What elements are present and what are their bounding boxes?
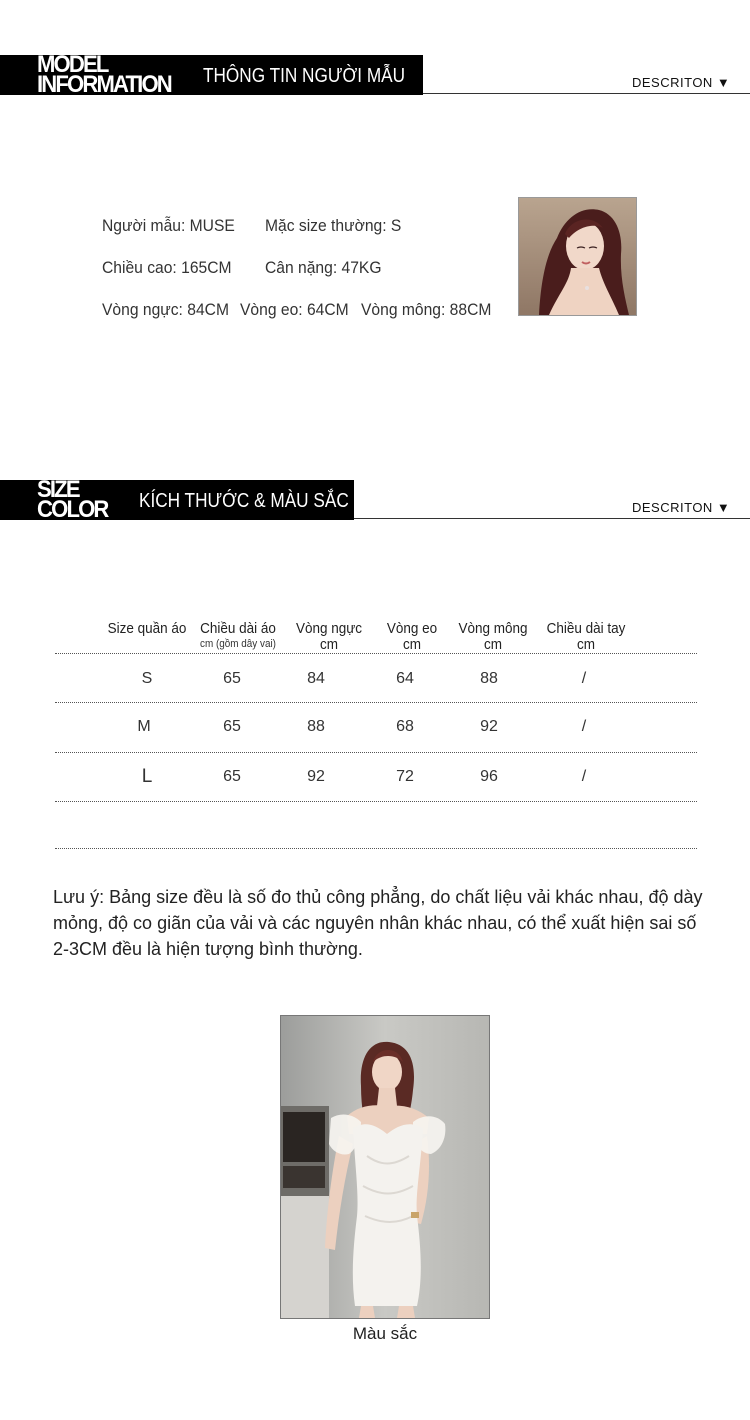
table-cell-size: S [141, 670, 153, 687]
model-height: Chiều cao: 165CM [102, 258, 232, 277]
size-descr-dropdown[interactable]: DESCRITON ▼ [632, 500, 731, 515]
model-hips: Vòng mông: 88CM [361, 300, 492, 319]
table-header-bust: Vòng ngực [295, 620, 363, 637]
table-header-length-unit: cm (gồm dây vai) [200, 638, 276, 650]
table-cell-length: 65 [223, 670, 241, 687]
size-header-subtitle: KÍCH THƯỚC & MÀU SẮC [139, 490, 349, 512]
table-divider [55, 702, 697, 703]
table-cell-hips: 96 [480, 768, 498, 785]
size-header-title-line1: SIZE [37, 476, 79, 503]
model-header-rule [423, 93, 750, 94]
table-cell-waist: 64 [396, 670, 414, 687]
model-header-title-line2: INFORMATION [37, 71, 171, 98]
table-cell-hips: 88 [480, 670, 498, 687]
model-descr-dropdown[interactable]: DESCRITON ▼ [632, 75, 731, 90]
model-usual-size: Mặc size thường: S [265, 216, 402, 235]
size-header-rule [354, 518, 750, 519]
model-header-subtitle: THÔNG TIN NGƯỜI MẪU [203, 65, 406, 87]
table-cell-bust: 84 [307, 670, 325, 687]
table-header-sleeve: Chiều dài tay [546, 620, 626, 637]
table-header-hips-unit: cm [484, 636, 502, 653]
table-header-bust-unit: cm [320, 636, 338, 653]
table-header-hips: Vòng mông [458, 620, 528, 637]
model-waist: Vòng eo: 64CM [240, 300, 349, 319]
table-cell-length: 65 [223, 718, 241, 735]
table-cell-bust: 92 [307, 768, 325, 785]
table-divider [55, 752, 697, 753]
model-bust: Vòng ngực: 84CM [102, 300, 229, 319]
size-header-title-line2: COLOR [37, 496, 108, 523]
table-header-size: Size quần áo [107, 620, 187, 637]
table-header-sleeve-unit: cm [577, 636, 595, 653]
table-divider [55, 848, 697, 849]
table-cell-length: 65 [223, 768, 241, 785]
color-caption: Màu sắc [352, 1324, 418, 1343]
table-cell-waist: 72 [396, 768, 414, 785]
model-weight: Cân nặng: 47KG [265, 258, 382, 277]
table-cell-waist: 68 [396, 718, 414, 735]
table-cell-size: L [141, 766, 153, 787]
size-note: Lưu ý: Bảng size đều là số đo thủ công phẳng, do chất liệu vải khác nhau, độ dày mỏng, độ co giãn của vải và các nguyên nhân khác nhau, có thể xuất hiện sai số 2-3CM đều là hiện tượng bình thường. [53, 887, 703, 959]
table-cell-hips: 92 [480, 718, 498, 735]
model-header-title-line1: MODEL [37, 51, 108, 78]
table-header-waist-unit: cm [403, 636, 421, 653]
table-cell-sleeve: / [581, 768, 587, 785]
product-color-image [280, 1015, 490, 1319]
table-header-waist: Vòng eo [386, 620, 438, 637]
table-cell-size: M [137, 718, 151, 735]
table-divider [55, 653, 697, 654]
table-cell-sleeve: / [581, 718, 587, 735]
model-portrait-image [518, 197, 637, 316]
table-header-length: Chiều dài áo [200, 620, 276, 637]
model-name: Người mẫu: MUSE [102, 216, 235, 235]
table-cell-sleeve: / [581, 670, 587, 687]
table-cell-bust: 88 [307, 718, 325, 735]
table-divider [55, 801, 697, 802]
